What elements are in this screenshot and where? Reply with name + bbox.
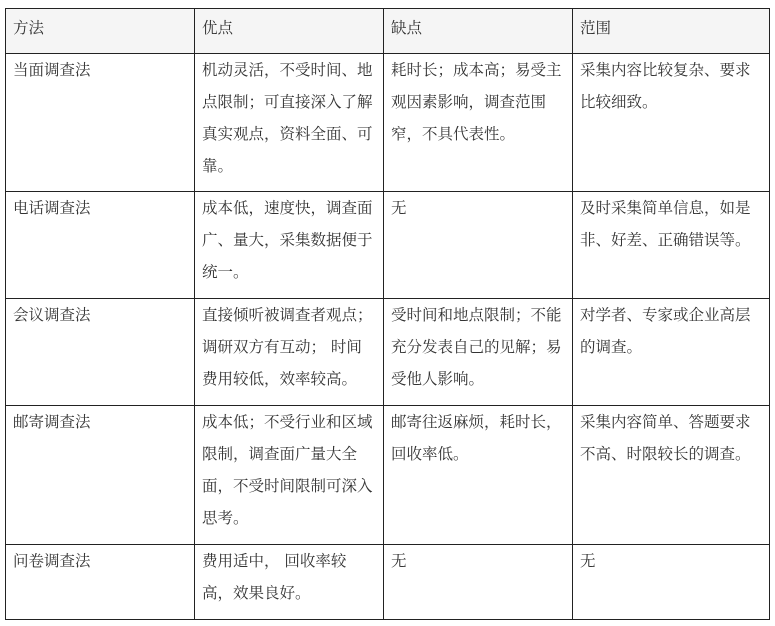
cell-method: 会议调查法 [6,299,195,406]
table-header-row [6,9,770,54]
cell-cons: 耗时长；成本高；易受主观因素影响，调查范围窄，不具代表性。 [384,54,573,192]
cell-cons: 无 [384,192,573,299]
cell-cons: 无 [384,545,573,620]
table-row [6,192,770,299]
cell-method: 当面调查法 [6,54,195,192]
header-scope: 范围 [573,9,770,54]
header-method: 方法 [6,9,195,54]
cell-pros: 成本低；不受行业和区域限制，调查面广量大全面，不受时间限制可深入思考。 [195,406,384,545]
cell-pros: 费用适中， 回收率较高，效果良好。 [195,545,384,620]
table-row [6,406,770,545]
cell-cons: 邮寄往返麻烦，耗时长，回收率低。 [384,406,573,545]
cell-pros: 直接倾听被调查者观点；调研双方有互动； 时间费用较低，效率较高。 [195,299,384,406]
table-row [6,299,770,406]
cell-method: 问卷调查法 [6,545,195,620]
cell-scope: 无 [573,545,770,620]
survey-methods-table [5,8,770,620]
cell-cons: 受时间和地点限制；不能充分发表自己的见解；易受他人影响。 [384,299,573,406]
header-pros: 优点 [195,9,384,54]
cell-pros: 成本低，速度快，调查面广、量大，采集数据便于统一。 [195,192,384,299]
table-row [6,54,770,192]
table-row [6,545,770,620]
header-cons: 缺点 [384,9,573,54]
cell-scope: 及时采集简单信息，如是非、好差、正确错误等。 [573,192,770,299]
cell-scope: 对学者、专家或企业高层的调查。 [573,299,770,406]
cell-scope: 采集内容简单、答题要求不高、时限较长的调查。 [573,406,770,545]
cell-scope: 采集内容比较复杂、要求比较细致。 [573,54,770,192]
cell-method: 电话调查法 [6,192,195,299]
cell-pros: 机动灵活，不受时间、地点限制；可直接深入了解真实观点，资料全面、可靠。 [195,54,384,192]
cell-method: 邮寄调查法 [6,406,195,545]
